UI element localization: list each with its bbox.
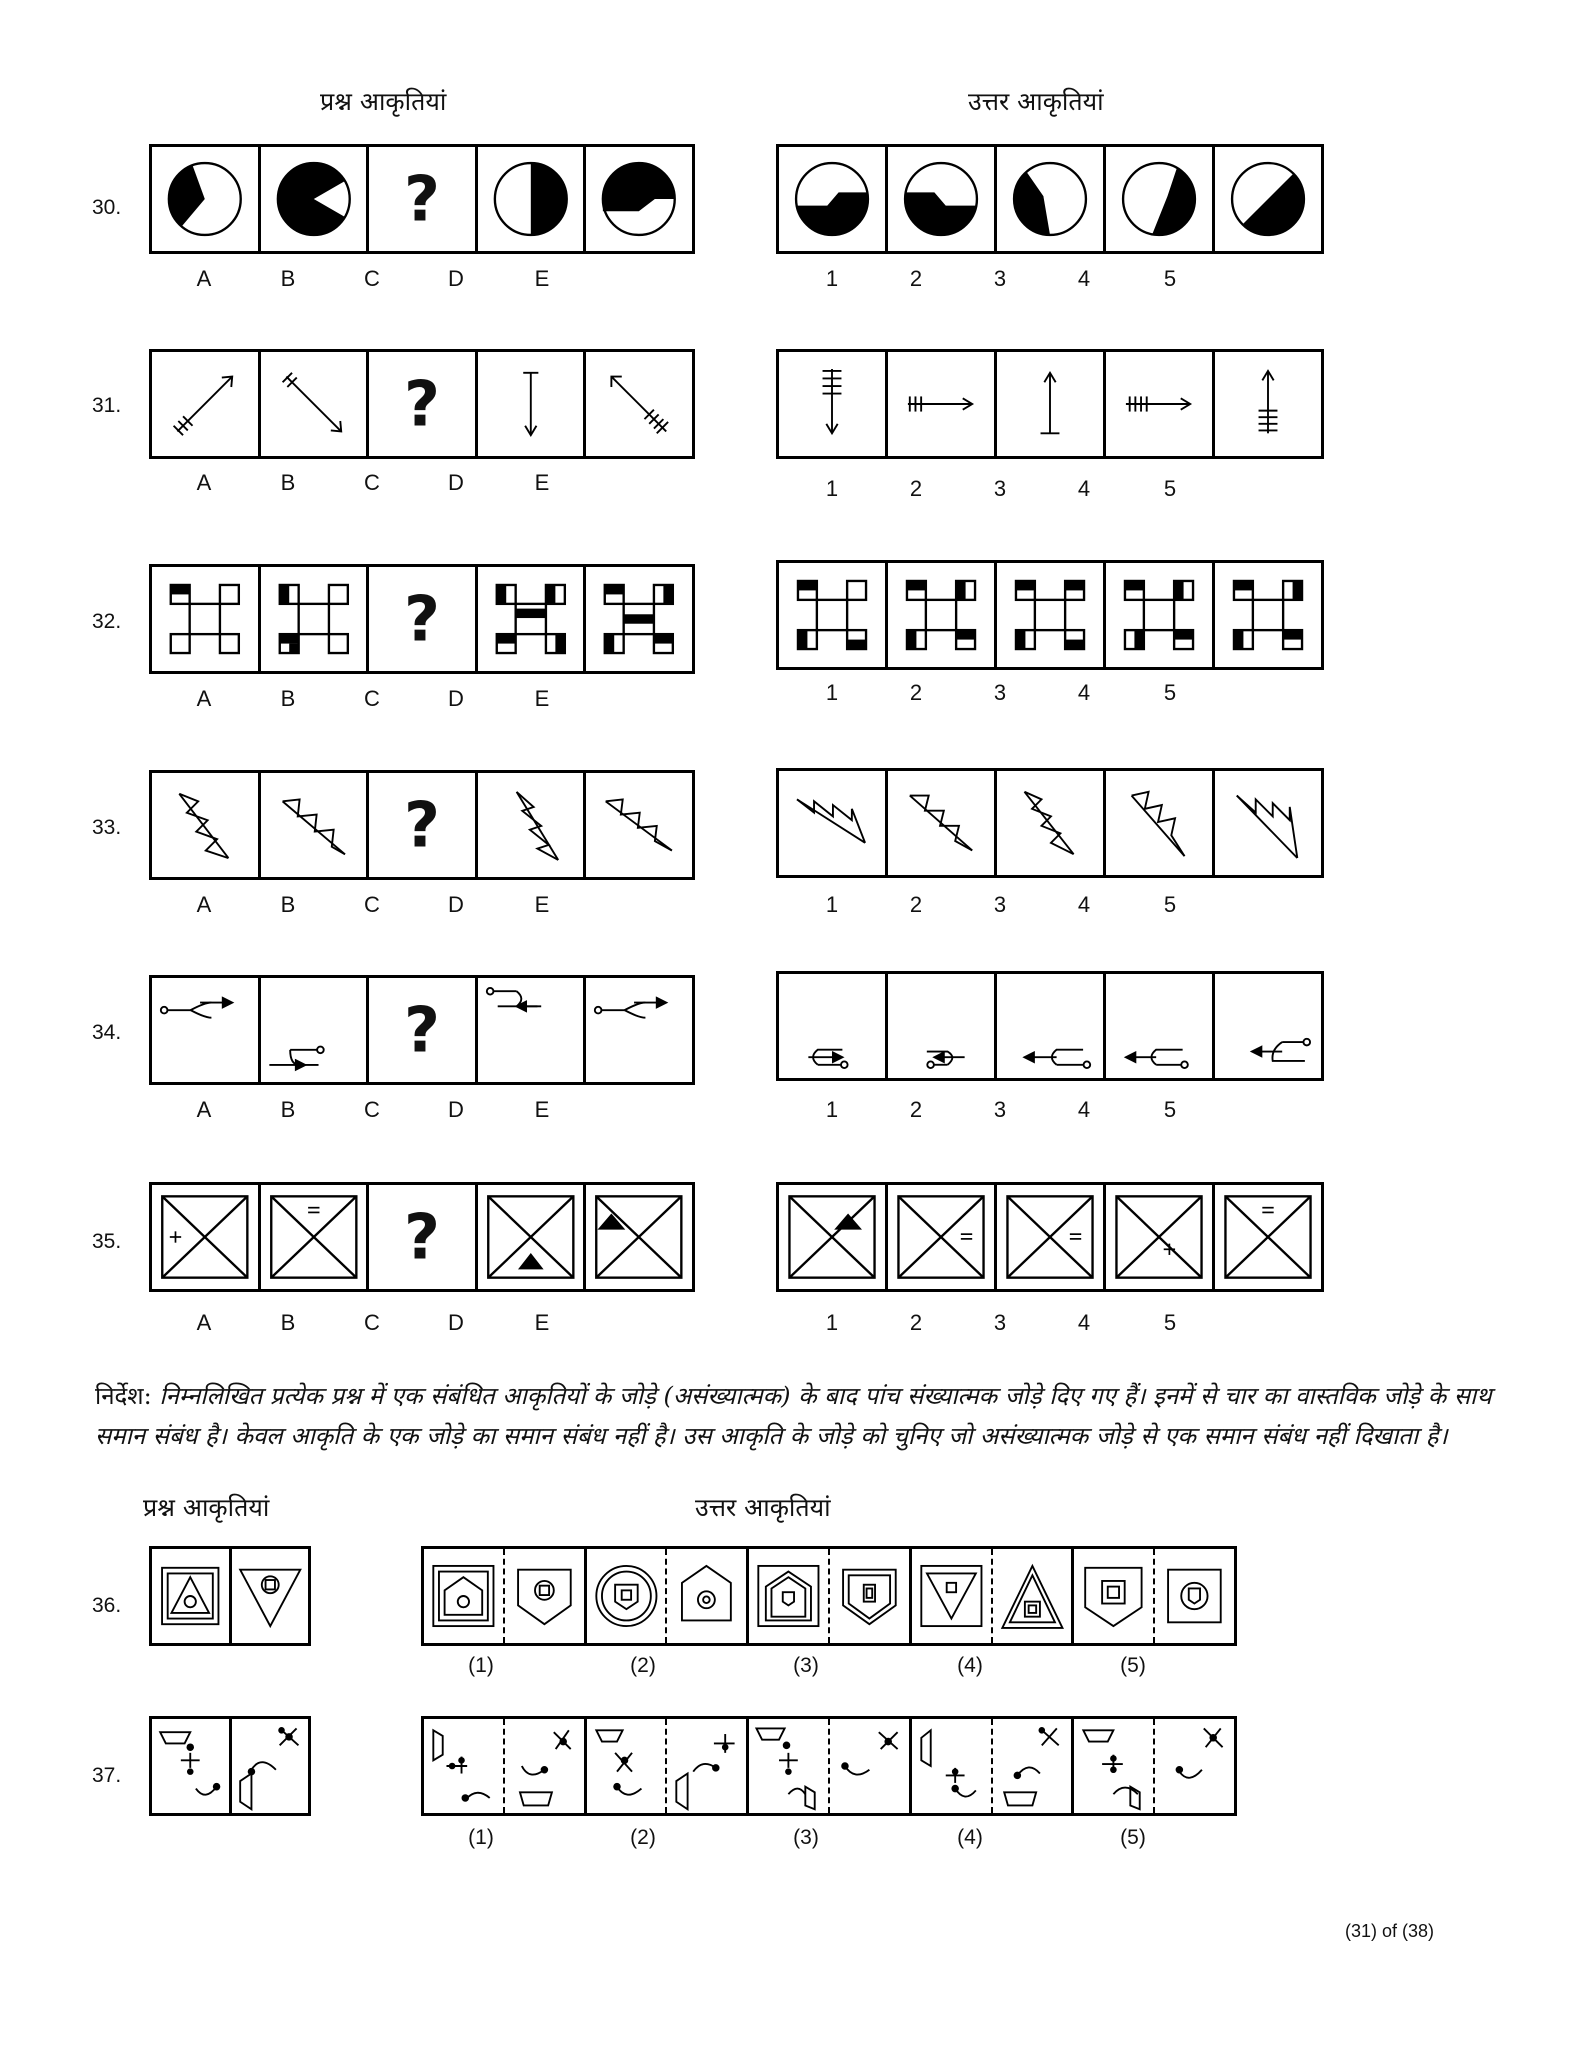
pair-5-right — [1153, 1549, 1234, 1643]
answer-figure-label: 3 — [993, 892, 1007, 917]
question-figure-label: D — [448, 470, 464, 495]
pair-option-label: (4) — [957, 1826, 983, 1849]
question-figure-label: C — [364, 892, 380, 917]
q31-question-strip — [149, 349, 695, 459]
figure-d — [475, 773, 584, 877]
pair-4-right — [991, 1719, 1072, 1813]
question-figure-label: D — [448, 1310, 464, 1335]
question-figure-label: D — [448, 686, 464, 711]
answer-figure-label: 1 — [825, 892, 839, 917]
answer-2 — [885, 563, 994, 667]
answer-figure-label: 2 — [909, 476, 923, 501]
question-number: 34. — [92, 1021, 122, 1044]
pair-5-right — [1153, 1719, 1234, 1813]
answer-figure-label: 4 — [1077, 476, 1091, 501]
q37-question-pair — [149, 1716, 311, 1816]
q34-question-strip — [149, 975, 695, 1085]
q33-answer-strip — [776, 768, 1324, 878]
directions-block — [95, 1376, 1495, 1456]
answer-figure-label: 4 — [1077, 1097, 1091, 1122]
answer-4 — [1103, 974, 1212, 1078]
answer-3 — [994, 771, 1103, 875]
pair-1-left — [424, 1549, 503, 1643]
question-mark: ? — [404, 788, 440, 862]
q33-question-strip — [149, 770, 695, 880]
answer-figure-label: 2 — [909, 892, 923, 917]
answer-2 — [885, 974, 994, 1078]
question-number: 36. — [92, 1594, 122, 1617]
answer-figure-label: 5 — [1163, 476, 1177, 501]
answer-figure-label: 1 — [825, 1097, 839, 1122]
question-figure-label: E — [534, 1310, 550, 1335]
question-number: 33. — [92, 816, 122, 839]
answer-figure-label: 5 — [1163, 266, 1177, 291]
figure-b — [258, 978, 367, 1082]
question-figure-label: A — [196, 1097, 212, 1122]
pair-1-left — [424, 1719, 503, 1813]
figure-d — [475, 978, 584, 1082]
answer-1 — [779, 147, 885, 251]
pair-option-label: (1) — [468, 1654, 494, 1677]
answer-figure-label: 2 — [909, 266, 923, 291]
question-figure-label: E — [534, 686, 550, 711]
q36-question-pair — [149, 1546, 311, 1646]
question-figure-label: E — [534, 266, 550, 291]
answer-figure-label: 4 — [1077, 266, 1091, 291]
question-figure-label: D — [448, 266, 464, 291]
question-number: 35. — [92, 1230, 122, 1253]
q32-question-strip — [149, 564, 695, 674]
pair-5-left — [1071, 1549, 1153, 1643]
question-figure-label: B — [280, 686, 296, 711]
answer-figure-label: 5 — [1163, 1097, 1177, 1122]
pair-2-left — [584, 1549, 666, 1643]
figure-c — [366, 1185, 475, 1289]
pair-4-left — [909, 1719, 991, 1813]
answer-4 — [1103, 352, 1212, 456]
pair-figure-right — [229, 1549, 309, 1643]
answer-figure-label: 3 — [993, 1097, 1007, 1122]
question-number: 32. — [92, 610, 122, 633]
pair-option-label: (4) — [957, 1654, 983, 1677]
pair-3-left — [746, 1719, 828, 1813]
figure-e — [583, 567, 692, 671]
question-figure-label: B — [280, 266, 296, 291]
figure-a — [152, 978, 258, 1082]
answer-figure-label: 1 — [825, 476, 839, 501]
answer-2 — [885, 771, 994, 875]
directions-text: निम्नलिखित प्रत्येक प्रश्न में एक संबंधित आकृतियों के जोड़े (असंख्यात्मक) के बाद पांच संख्यात्मक जोड़े दिए गए हैं। इनमें से चार का वास्तविक जोड़े के साथ समान संबंध है। केवल आकृति के एक जोड़े का समान संबंध नहीं है। उस आकृति के जोड़े को चुनिए जो असंख्यात्मक जोड़े से एक समान संबंध नहीं दिखाता है। — [95, 1382, 1492, 1450]
pair-3-left — [746, 1549, 828, 1643]
pair-figure-right — [229, 1719, 309, 1813]
answer-figure-label: 3 — [993, 266, 1007, 291]
pair-2-right — [665, 1719, 746, 1813]
question-figure-label: D — [448, 892, 464, 917]
answer-figure-label: 1 — [825, 1310, 839, 1335]
figure-e — [583, 352, 692, 456]
figure-a — [152, 1185, 258, 1289]
figure-e — [583, 978, 692, 1082]
figure-b — [258, 567, 367, 671]
pair-option-label: (2) — [630, 1654, 656, 1677]
answer-5 — [1212, 1185, 1321, 1289]
pair-option-label: (5) — [1120, 1826, 1146, 1849]
question-figure-label: B — [280, 470, 296, 495]
figure-c — [366, 978, 475, 1082]
figure-a — [152, 147, 258, 251]
answer-figure-label: 3 — [993, 476, 1007, 501]
answer-figure-label: 2 — [909, 1097, 923, 1122]
pair-option-label: (3) — [793, 1826, 819, 1849]
answer-5 — [1212, 974, 1321, 1078]
figure-c — [366, 567, 475, 671]
question-figures-header: प्रश्न आकृतियां — [320, 87, 447, 116]
figure-e — [583, 773, 692, 877]
answer-3 — [994, 1185, 1103, 1289]
question-mark: ? — [404, 367, 440, 441]
question-figure-label: E — [534, 892, 550, 917]
question-figure-label: A — [196, 266, 212, 291]
answer-figure-label: 4 — [1077, 892, 1091, 917]
pair-2-right — [665, 1549, 746, 1643]
q34-answer-strip — [776, 971, 1324, 1081]
answer-5 — [1212, 771, 1321, 875]
pair-3-right — [828, 1549, 909, 1643]
question-mark: ? — [404, 993, 440, 1067]
question-figure-label: A — [196, 686, 212, 711]
pair-option-label: (1) — [468, 1826, 494, 1849]
answer-figure-label: 4 — [1077, 1310, 1091, 1335]
figure-d — [475, 1185, 584, 1289]
answer-3 — [994, 352, 1103, 456]
answer-figure-label: 5 — [1163, 892, 1177, 917]
question-figure-label: C — [364, 266, 380, 291]
q35-question-strip — [149, 1182, 695, 1292]
answer-3 — [994, 563, 1103, 667]
pair-figure-left — [152, 1549, 229, 1643]
answer-figure-label: 1 — [825, 680, 839, 705]
pair-5-left — [1071, 1719, 1153, 1813]
question-figure-label: A — [196, 470, 212, 495]
question-number: 31. — [92, 394, 122, 417]
answer-3 — [994, 147, 1103, 251]
figure-c — [366, 147, 475, 251]
figure-a — [152, 352, 258, 456]
answer-2 — [885, 1185, 994, 1289]
q37-answer-pairs — [421, 1716, 1237, 1816]
figure-d — [475, 147, 584, 251]
pair-4-left — [909, 1549, 991, 1643]
answer-1 — [779, 974, 885, 1078]
question-number: 30. — [92, 196, 122, 219]
pair-option-label: (2) — [630, 1826, 656, 1849]
pair-question-figures-header: प्रश्न आकृतियां — [143, 1493, 270, 1522]
answer-figure-label: 2 — [909, 680, 923, 705]
figure-a — [152, 773, 258, 877]
question-figure-label: B — [280, 1097, 296, 1122]
question-figure-label: D — [448, 1097, 464, 1122]
q36-answer-pairs — [421, 1546, 1237, 1646]
question-figure-label: C — [364, 1097, 380, 1122]
answer-figure-label: 5 — [1163, 1310, 1177, 1335]
question-figure-label: B — [280, 1310, 296, 1335]
answer-1 — [779, 1185, 885, 1289]
page-footer: (31) of (38) — [1345, 1921, 1435, 1941]
answer-1 — [779, 563, 885, 667]
figure-e — [583, 147, 692, 251]
answer-5 — [1212, 147, 1321, 251]
figure-b — [258, 773, 367, 877]
pair-answer-figures-header: उत्तर आकृतियां — [695, 1493, 831, 1522]
question-figure-label: C — [364, 470, 380, 495]
question-mark: ? — [404, 162, 440, 236]
question-figure-label: A — [196, 1310, 212, 1335]
q32-answer-strip — [776, 560, 1324, 670]
pair-4-right — [991, 1549, 1072, 1643]
answer-5 — [1212, 563, 1321, 667]
pair-figure-left — [152, 1719, 229, 1813]
question-mark: ? — [404, 582, 440, 656]
question-figure-label: E — [534, 470, 550, 495]
question-figure-label: C — [364, 1310, 380, 1335]
answer-figures-header: उत्तर आकृतियां — [968, 87, 1104, 116]
answer-2 — [885, 352, 994, 456]
question-figure-label: A — [196, 892, 212, 917]
figure-d — [475, 567, 584, 671]
answer-4 — [1103, 771, 1212, 875]
question-figure-label: B — [280, 892, 296, 917]
q35-answer-strip — [776, 1182, 1324, 1292]
answer-4 — [1103, 563, 1212, 667]
answer-figure-label: 5 — [1163, 680, 1177, 705]
directions-prefix: निर्देश: — [95, 1382, 152, 1410]
question-figure-label: E — [534, 1097, 550, 1122]
answer-4 — [1103, 147, 1212, 251]
answer-figure-label: 3 — [993, 680, 1007, 705]
question-number: 37. — [92, 1764, 122, 1787]
pair-2-left — [584, 1719, 666, 1813]
answer-figure-label: 4 — [1077, 680, 1091, 705]
answer-3 — [994, 974, 1103, 1078]
q31-answer-strip — [776, 349, 1324, 459]
pair-3-right — [828, 1719, 909, 1813]
figure-e — [583, 1185, 692, 1289]
figure-c — [366, 773, 475, 877]
pair-option-label: (5) — [1120, 1654, 1146, 1677]
question-mark: ? — [404, 1200, 440, 1274]
pair-option-label: (3) — [793, 1654, 819, 1677]
answer-figure-label: 3 — [993, 1310, 1007, 1335]
answer-figure-label: 1 — [825, 266, 839, 291]
answer-2 — [885, 147, 994, 251]
answer-1 — [779, 771, 885, 875]
answer-4 — [1103, 1185, 1212, 1289]
figure-b — [258, 352, 367, 456]
figure-c — [366, 352, 475, 456]
figure-b — [258, 147, 367, 251]
figure-b — [258, 1185, 367, 1289]
q30-question-strip — [149, 144, 695, 254]
figure-d — [475, 352, 584, 456]
figure-a — [152, 567, 258, 671]
answer-5 — [1212, 352, 1321, 456]
pair-1-right — [503, 1719, 584, 1813]
pair-1-right — [503, 1549, 584, 1643]
answer-1 — [779, 352, 885, 456]
q30-answer-strip — [776, 144, 1324, 254]
answer-figure-label: 2 — [909, 1310, 923, 1335]
question-figure-label: C — [364, 686, 380, 711]
